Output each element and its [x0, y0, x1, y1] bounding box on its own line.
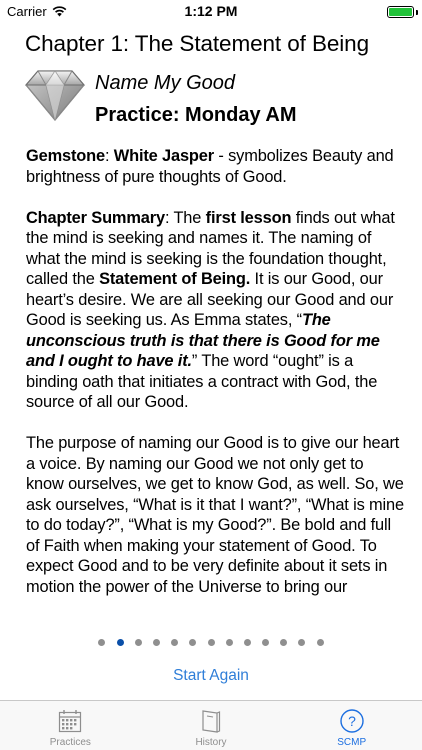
first-lesson: first lesson	[205, 208, 292, 227]
battery-fill	[389, 8, 412, 16]
page-dot[interactable]	[298, 639, 305, 646]
svg-text:?: ?	[347, 713, 356, 729]
page-dot[interactable]	[208, 639, 215, 646]
summary-text-3: ” The word “ought” is a binding oath that initiates a contract with God, the source of all our Good.	[26, 352, 378, 411]
page-dot[interactable]	[317, 639, 324, 646]
tab-bar	[0, 700, 422, 750]
carrier-label: Carrier	[7, 4, 47, 19]
tab-label-scmp: SCMP	[337, 737, 367, 748]
summary-sep: : The	[164, 208, 206, 227]
page-dot[interactable]	[226, 639, 233, 646]
summary-label: Chapter Summary	[26, 208, 165, 227]
start-again-button[interactable]: Start Again	[173, 667, 249, 684]
summary-text-1: finds out what the mind is seeking and names it. The naming of what the mind is seeking is the foundation thought, called the	[26, 208, 395, 288]
tab-scmp[interactable]	[281, 701, 422, 750]
page-dot[interactable]	[189, 639, 196, 646]
tab-label-practices: Practices	[49, 737, 91, 748]
page-dot[interactable]	[244, 639, 251, 646]
summary-paragraph	[26, 208, 404, 413]
page-dot[interactable]	[135, 639, 142, 646]
help-icon	[339, 708, 365, 734]
summary-text-2: It is our Good, our heart’s desire. We are all seeking our Good and our Good is seeking us. As Emma states, “	[26, 270, 394, 329]
status-time: 1:12 PM	[184, 3, 238, 19]
gemstone-label: Gemstone	[26, 147, 105, 165]
page-dot[interactable]	[98, 639, 105, 646]
status-bar	[0, 0, 422, 22]
emma-quote: The unconscious truth is that there is Good for me and I ought to have it.	[26, 311, 380, 370]
page-dot[interactable]	[280, 639, 287, 646]
calendar-icon	[57, 708, 83, 734]
page-indicator[interactable]	[0, 639, 422, 646]
tab-history[interactable]	[141, 701, 282, 750]
purpose-paragraph: The purpose of naming our Good is to give our heart a voice. By naming our Good we not only get to know ourselves, we get to know God, as well. So, we ask ourselves, “What is it that I want?”, “What is mine to do today?”, “What is my Good?”. Be bold and full of Faith when making your statement of Good. To expect Good and to be very definite about it sets in motion the power of the Universe to bring our	[26, 434, 404, 596]
battery-cap	[416, 10, 418, 15]
page-dot[interactable]	[171, 639, 178, 646]
battery-icon	[387, 6, 414, 18]
practice-label: Practice: Monday AM	[95, 104, 297, 126]
tab-label-history: History	[195, 737, 227, 748]
chapter-title: Chapter 1: The Statement of Being	[25, 31, 370, 56]
book-icon	[198, 708, 224, 734]
gemstone-name: White Jasper	[113, 147, 214, 165]
diamond-gem-icon	[24, 68, 86, 122]
good-name: Name My Good	[95, 72, 236, 94]
statement-of-being: Statement of Being.	[99, 270, 251, 288]
chapter-content	[26, 146, 404, 618]
gemstone-paragraph	[26, 146, 404, 187]
page-dot[interactable]	[153, 639, 160, 646]
page-dot[interactable]	[262, 639, 269, 646]
page-dot[interactable]	[117, 639, 124, 646]
tab-practices[interactable]	[0, 701, 141, 750]
gemstone-sep: :	[104, 147, 114, 165]
gemstone-desc: - symbolizes Beauty and brightness of pure thoughts of Good.	[26, 147, 394, 186]
